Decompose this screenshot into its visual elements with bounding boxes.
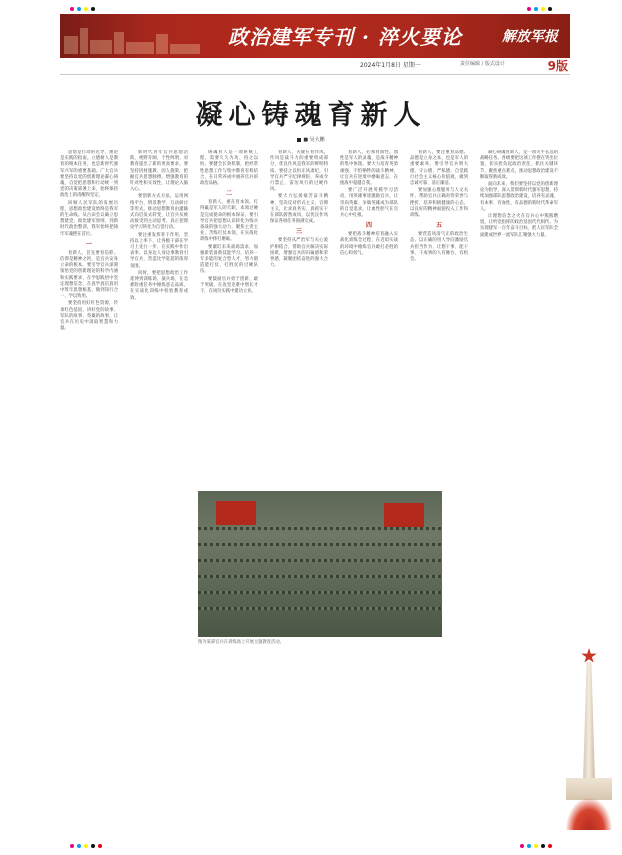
print-color-marks-bottom (70, 844, 552, 849)
text-column-3: 铸魂育人是一项系统工程，需要久久为功、持之以恒。要健全长效机制，把经常性思想工作与集中教育有机结合，在日常养成中涵养官兵的政治品格。 二 育新人，重在育本领。打得赢是军人的天职，本领过硬是完成使命的根本保证。要引导官兵把思想认识转化为练兵备战的强大动力，聚焦主责主业，苦练打仗本领，在实战化训练中摔打磨砺。 要紧盯未来战场需求，加强新装备新技能学习，培养一专多能的复合型人才，努力锻造能打仗、打胜仗的过硬队伍。 要鼓励官兵勇于创新、敢于突破，在攻坚克难中增长才干，在岗位实践中建功立业。 (200, 150, 258, 295)
section-marker-5: 五 (435, 222, 442, 230)
section-marker-4: 四 (365, 222, 372, 230)
page-banner (60, 14, 570, 58)
text-column-4: 育新人，关键在育作风。作风是战斗力的重要组成部分，优良作风是我军的鲜明特质。要持之以恒正风肃纪，引导官兵严守纪律规矩，养成令行禁止、雷厉风行的过硬作风。 要大力弘扬艰苦奋斗精神，坚决反对形式主义、官僚主义，让求真务实、真抓实干在部队蔚然成风，以优良作风保证各项任务圆满完成。 三 要坚持从严治军与关心爱护相结合，帮助官兵解决实际困难，增强官兵的归属感和荣誉感，凝聚团结奋进的强大合力。 (270, 150, 328, 269)
masthead-info-bar (60, 60, 570, 75)
article-headline: 凝心铸魂育新人 (195, 100, 427, 131)
banner-title: 政治建军专刊 · 淬火要论 (228, 25, 462, 49)
section-marker-3: 三 (295, 228, 302, 236)
text-column-5: 育新人，必须育血性。血性是军人的灵魂，是战斗精神的集中体现。要大力培育英勇顽强、不怕牺牲的战斗精神，让官兵在逆境中磨砺意志，在挑战中超越自我。 要广泛开展英模学习活动，用英雄事迹激励官兵，让崇尚英雄、争做英雄成为部队的自觉追求，让血性胆气在官兵心中扎根。 四 要把战斗精神培育融入实战化训练全过程，在近似实战的环境中锤炼官兵敢打必胜的信心和勇气。 (340, 150, 398, 256)
article-photo (198, 491, 442, 637)
skyline-icon (60, 24, 210, 54)
monument-icon (566, 640, 612, 830)
article-body (60, 150, 558, 830)
section-marker-1: 一 (85, 240, 92, 248)
text-column-1: 思想是行动的先导，理论是实践的指南。立德树人是教育的根本任务，也是新时代强军兴军的重要基础。广大官兵要坚持以党的创新理论凝心铸魂，自觉把思想和行动统一到党的决策部署上来，始终保持政治上的清醒和坚定。 回顾人民军队的发展历程，思想政治建设始终是我军的生命线。从古田会议确立思想建党、政治建军原则，到新时代政治整训，我军始终把铸牢军魂摆在首位。 一 育新人，首先要育信仰。信仰是精神之钙，是官兵安身立命的根本。要引导官兵深刻领悟党的创新理论的科学内涵和实践要求，在学思践悟中坚定理想信念，在真学真信真用中筑牢思想根基，做到知行合一、学以致用。 要坚持用好红色资源，传承红色基因，讲好党的故事、军队的故事、英雄的故事，让官兵在历史中汲取智慧和力量。 (60, 150, 118, 332)
text-column-2: 新时代青年官兵思想活跃、视野开阔、个性鲜明，对教育提出了新的更高要求。要坚持因材施教、因人施策，把握官兵思想脉搏，增强教育的针对性和实效性，让理论入脑入心。 要创新方式方法，运用网络平台、情景教学、互动研讨等形式，推动思想教育由灌输式向启发式转变，让官兵从被动接受到主动思考，真正把理论学习转化为自觉行动。 要注重发挥骨干作用，坚持以上率下，让各级干部在学习上先行一步、在实践中作出表率，以身边人身边事教育引导官兵，营造比学赶超的浓厚氛围。 同时，要把思想政治工作延伸到训练场、演兵场，在急难险重任务中锤炼意志品质，在实战化训练中检验教育成效。 (130, 150, 188, 301)
text-column-7: 凝心铸魂育新人，是一项关乎长远的战略任务。各级要把这项工作摆在突出位置，切实担负起政治责任，抓住关键环节，聚焦重点难点，推动思想政治建设不断取得新成效。 面向未来，我们要坚持以党的创新理论为指导，深入贯彻新时代强军思想，持续加强部队思想政治建设，培养有灵魂、有本事、有血性、有品德的新时代革命军人。 让理想信念之火在官兵心中熊熊燃烧，让听党指挥的政治基因代代相传，为实现建军一百年奋斗目标、把人民军队全面建成世界一流军队汇聚强大力量。 (480, 150, 558, 238)
newspaper-brand: 解放军报 (502, 29, 558, 45)
page-number: 9版 (547, 59, 568, 73)
text-column-6: 育新人，要注重育品德。品德是立身之本，也是军人的重要素养。要引导官兵明大德、守公德、严私德，自觉践行社会主义核心价值观，做到忠诚可靠、清正廉洁。 要加强心理服务与人文关怀，帮助官兵正确对待荣誉与挫折，培养积极健康的心态，以良好的精神面貌投入工作和训练。 五 要营造风清气正的政治生态，以正确的用人导向激励官兵担当作为，让想干事、能干事、干成事的人有舞台、有机会。 (410, 150, 468, 263)
issue-date: 2024年1月8日 星期一 (360, 62, 421, 69)
print-color-marks-top (70, 7, 552, 12)
photo-caption: 图为某部官兵在训练场上开展主题教育活动。 (198, 640, 284, 645)
article-byline: ■ 吴大鹏 (0, 136, 622, 143)
section-marker-2: 二 (225, 190, 232, 198)
editor-credits: 责任编辑 / 版式设计 (460, 61, 505, 67)
